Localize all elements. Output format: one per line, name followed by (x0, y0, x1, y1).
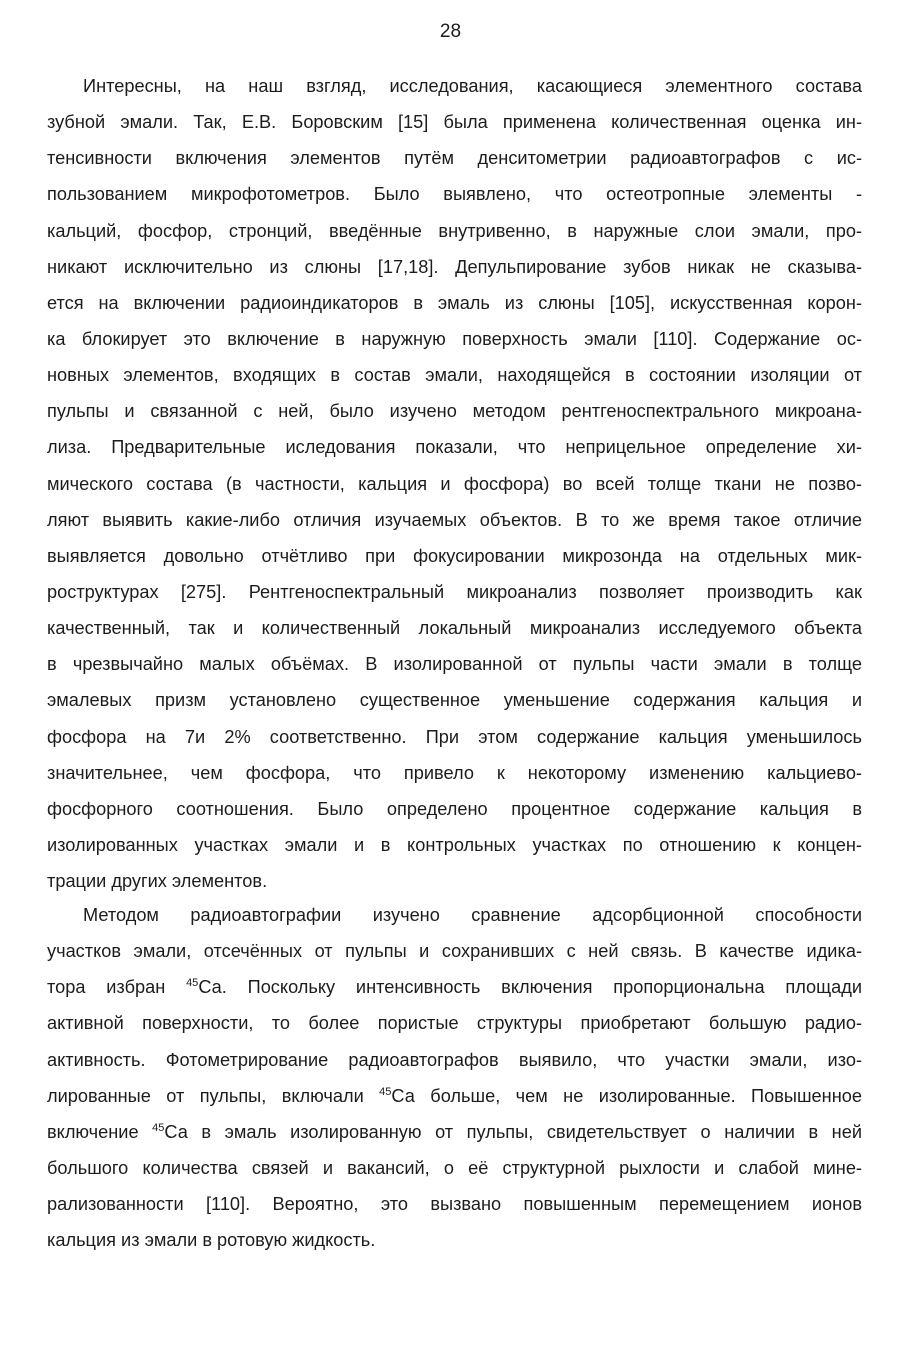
text-line: участков эмали, отсечённых от пульпы и сохранивших с ней связь. В качестве идика- (47, 941, 862, 962)
text-line-isotope (47, 969, 862, 1005)
paragraph-radioautography (47, 897, 862, 1258)
text-line: ляют выявить какие-либо отличия изучаемых объектов. В то же время такое отличие (47, 509, 862, 530)
text-line: изолированных участках эмали и в контрольных участках по отношению к концен- (47, 834, 862, 855)
text-line: ется на включении радиоиндикаторов в эмаль из слюны [105], искусственная корон- (47, 292, 862, 313)
text-line: тенсивности включения элементов путём денситометрии радиоавтографов с ис- (47, 148, 862, 169)
text-line: ка блокирует это включение в наружную поверхность эмали [110]. Содержание ос- (47, 328, 862, 349)
text-line: пульпы и связанной с ней, было изучено методом рентгеноспектрального микроана- (47, 401, 862, 422)
text-line: активность. Фотометрирование радиоавтографов выявило, что участки эмали, изо- (47, 1049, 862, 1070)
text-fragment: включение (47, 1121, 153, 1142)
text-line: роструктурах [275]. Рентгеноспектральный микроанализ позволяет производить как (47, 581, 862, 602)
text-line-isotope (47, 1114, 862, 1150)
text-fragment: Са больше, чем не изолированные. Повышенное (391, 1085, 862, 1106)
text-line: кальций, фосфор, стронций, введённые внутривенно, в наружные слои эмали, про- (47, 220, 862, 241)
text-fragment: Са. Поскольку интенсивность включения пропорциональна площади (198, 977, 862, 998)
text-line: кальция из эмали в ротовую жидкость. (47, 1230, 376, 1251)
text-line: рализованности [110]. Вероятно, это вызвано повышенным перемещением ионов (47, 1194, 862, 1215)
text-line: эмалевых призм установлено существенное уменьшение содержания кальция и (47, 690, 862, 711)
paragraph-enamel-composition (47, 68, 862, 899)
text-line: в чрезвычайно малых объёмах. В изолированной от пульпы части эмали в толще (47, 654, 862, 675)
text-line: никают исключительно из слюны [17,18]. Депульпирование зубов никак не сказыва- (47, 256, 862, 277)
text-fragment: лированные от пульпы, включали (47, 1085, 380, 1106)
page-number: 28 (439, 21, 462, 42)
text-line: пользованием микрофотометров. Было выявлено, что остеотропные элементы - (47, 184, 862, 205)
text-fragment: Са в эмаль изолированную от пульпы, свидетельствует о наличии в ней (164, 1121, 862, 1142)
isotope-mass-superscript: 45 (152, 1121, 165, 1134)
text-fragment: тора избран (47, 977, 187, 998)
isotope-mass-superscript: 45 (379, 1085, 392, 1098)
text-line-isotope (47, 1078, 862, 1114)
text-line: мического состава (в частности, кальция и фосфора) во всей толще ткани не позво- (47, 473, 862, 494)
text-line: фосфора на 7и 2% соответственно. При этом содержание кальция уменьшилось (47, 726, 862, 747)
text-line: выявляется довольно отчётливо при фокусировании микрозонда на отдельных мик- (47, 545, 862, 566)
text-line: большого количества связей и вакансий, о её структурной рыхлости и слабой мине- (47, 1157, 862, 1178)
text-line: новных элементов, входящих в состав эмали, находящейся в состоянии изоляции от (47, 365, 862, 386)
text-line: значительнее, чем фосфора, что привело к некоторому изменению кальциево- (47, 762, 862, 783)
text-line: Методом радиоавтографии изучено сравнение адсорбционной способности (83, 905, 862, 925)
text-line: зубной эмали. Так, Е.В. Боровским [15] была применена количественная оценка ин- (47, 112, 862, 133)
text-line: Интересны, на наш взгляд, исследования, касающиеся элементного состава (83, 76, 862, 96)
text-line: фосфорного соотношения. Было определено процентное содержание кальция в (47, 798, 862, 819)
text-line: активной поверхности, то более пористые структуры приобретают большую радио- (47, 1013, 862, 1034)
text-line: трации других элементов. (47, 871, 268, 892)
text-line: качественный, так и количественный локальный микроанализ исследуемого объекта (47, 618, 862, 639)
text-line: лиза. Предварительные иследования показали, что неприцельное определение хи- (47, 437, 862, 458)
isotope-mass-superscript: 45 (186, 977, 199, 990)
